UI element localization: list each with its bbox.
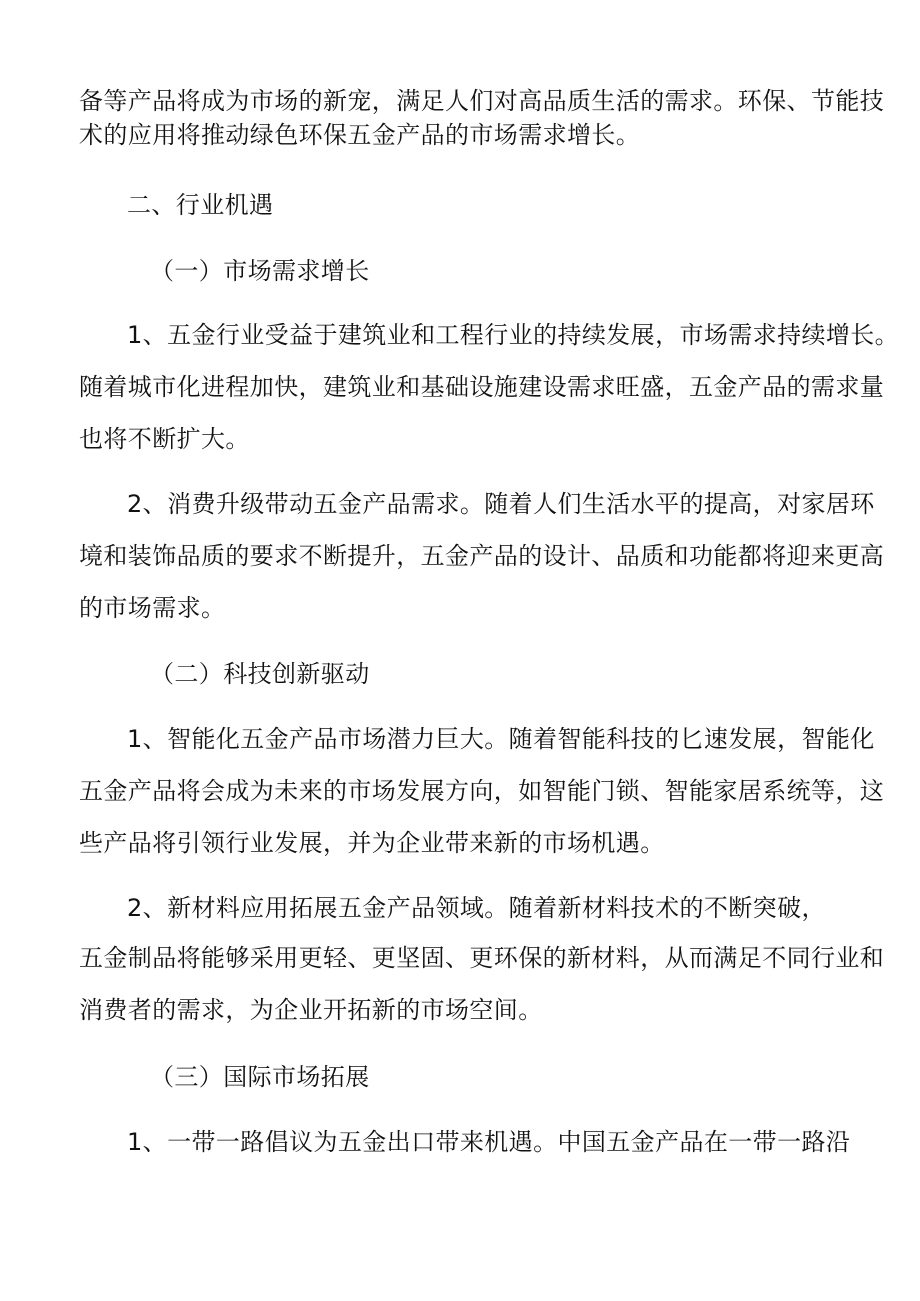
paragraph-line: 1、五金行业受益于建筑业和工程行业的持续发展，市场需求持续增长。 bbox=[127, 321, 900, 349]
paragraph-line: 消费者的需求，为企业开拓新的市场空间。 bbox=[79, 996, 543, 1024]
subsection-heading: （一）市场需求增长 bbox=[150, 257, 370, 285]
paragraph-line: 五金产品将会成为未来的市场发展方向，如智能门锁、智能家居系统等，这 bbox=[79, 777, 885, 805]
paragraph-line: 五金制品将能够采用更轻、更坚固、更环保的新材料，从而满足不同行业和 bbox=[79, 944, 885, 972]
paragraph-line: 随着城市化进程加快，建筑业和基础设施建设需求旺盛，五金产品的需求量 bbox=[79, 373, 885, 401]
paragraph-line: 些产品将引领行业发展，并为企业带来新的市场机遇。 bbox=[79, 829, 665, 857]
paragraph-line: 境和装饰品质的要求不断提升，五金产品的设计、品质和功能都将迎来更高 bbox=[79, 542, 885, 570]
paragraph-line: 2、消费升级带动五金产品需求。随着人们生活水平的提高，对家居环 bbox=[127, 490, 875, 518]
paragraph-line: 的市场需求。 bbox=[79, 594, 226, 622]
paragraph-line: 1、智能化五金产品市场潜力巨大。随着智能科技的匕速发展，智能化 bbox=[127, 725, 875, 753]
paragraph-line: 备等产品将成为市场的新宠，满足人们对高品质生活的需求。环保、节能技 bbox=[79, 87, 885, 115]
paragraph-line: 也将不断扩大。 bbox=[79, 425, 250, 453]
paragraph-line: 2、新材料应用拓展五金产品领域。随着新材料技术的不断突破， bbox=[127, 894, 826, 922]
paragraph-line: 术的应用将推动绿色环保五金产品的市场需求增长。 bbox=[79, 121, 641, 149]
section-heading: 二、行业机遇 bbox=[127, 191, 274, 219]
subsection-heading: （二）科技创新驱动 bbox=[150, 660, 370, 688]
subsection-heading: （三）国际市场拓展 bbox=[150, 1063, 370, 1091]
paragraph-line: 1、一带一路倡议为五金出口带来机遇。中国五金产品在一带一路沿 bbox=[127, 1128, 851, 1156]
